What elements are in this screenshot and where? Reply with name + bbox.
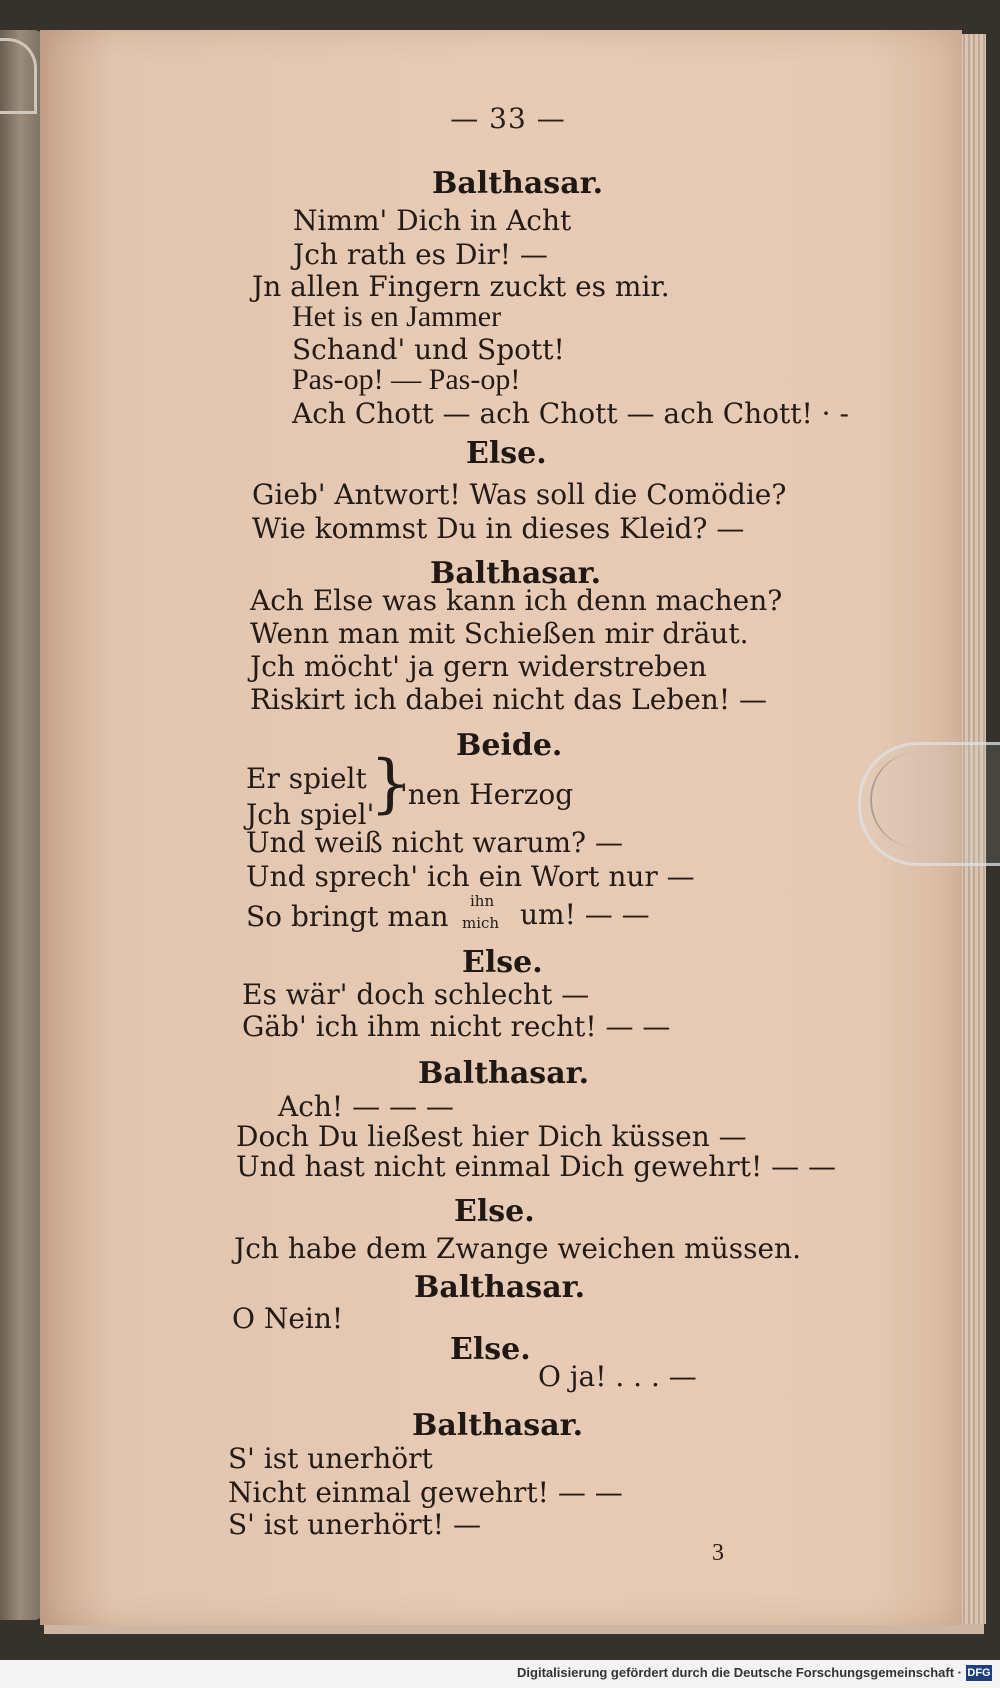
verse-line: Riskirt ich dabei nicht das Leben! — [250, 683, 767, 716]
verse-line: Gieb' Antwort! Was soll die Comödie? [252, 478, 787, 511]
verse-line: Ach! — — — [278, 1090, 454, 1123]
verse-line: O ja! . . . — [538, 1360, 697, 1393]
verse-line: S' ist unerhört [228, 1442, 433, 1475]
clip-inner-edge [870, 752, 1000, 848]
page-number: — 33 — [450, 102, 566, 135]
verse-line: Pas-op! — Pas-op! [292, 363, 521, 396]
speaker-name: Beide. [456, 728, 563, 763]
verse-line: S' ist unerhört! — [228, 1508, 481, 1541]
speaker-name: Else. [462, 945, 543, 980]
verse-line: Jch spiel' [246, 798, 375, 831]
speaker-name: Balthasar. [430, 556, 602, 591]
verse-line: Gäb' ich ihm nicht recht! — — [242, 1010, 671, 1043]
curly-brace: } [370, 747, 411, 821]
verse-line: 'nen Herzog [400, 778, 574, 811]
funding-credit: Digitalisierung gefördert durch die Deutsche Forschungsgemeinschaft · [517, 1665, 962, 1680]
signature-mark: 3 [712, 1540, 724, 1566]
speaker-name: Else. [450, 1332, 531, 1367]
verse-line: um! — — [520, 898, 650, 931]
verse-line: Ach Chott — ach Chott — ach Chott! · - [292, 397, 849, 430]
verse-line: Und sprech' ich ein Wort nur — [246, 860, 695, 893]
speaker-name: Balthasar. [412, 1408, 584, 1443]
superscript-text: ihn [470, 892, 495, 910]
dfg-logo: DFG [967, 1667, 991, 1679]
subscript-text: mich [462, 914, 500, 932]
speaker-name: Balthasar. [414, 1270, 586, 1305]
verse-line: Wenn man mit Schießen mir dräut. [250, 617, 749, 650]
verse-line: Jch rath es Dir! — [293, 238, 548, 271]
verse-line: Nicht einmal gewehrt! — — [228, 1476, 623, 1509]
speaker-name: Balthasar. [432, 166, 604, 201]
verse-line: Het is en Jammer [292, 300, 502, 333]
verse-line: Wie kommst Du in dieses Kleid? — [252, 512, 745, 545]
speaker-name: Else. [454, 1194, 535, 1229]
verse-line: Jn allen Fingern zuckt es mir. [252, 270, 670, 303]
book-cover-left [0, 30, 44, 1620]
page-bottom-edge [44, 1624, 984, 1634]
footer-bar [0, 1660, 1000, 1688]
verse-line: Jch möcht' ja gern widerstreben [250, 650, 707, 683]
verse-line: Jch habe dem Zwange weichen müssen. [234, 1232, 801, 1265]
verse-line: Es wär' doch schlecht — [242, 978, 590, 1011]
speaker-name: Else. [466, 436, 547, 471]
verse-line: Schand' und Spott! [292, 333, 565, 366]
verse-line: Und weiß nicht warum? — [246, 826, 623, 859]
verse-line: Er spielt [246, 762, 367, 795]
verse-line: Ach Else was kann ich denn machen? [250, 584, 783, 617]
verse-line: Und hast nicht einmal Dich gewehrt! — — [236, 1150, 836, 1183]
verse-line: So bringt man [246, 900, 449, 933]
verse-line: O Nein! [232, 1302, 344, 1335]
verse-line: Doch Du ließest hier Dich küssen — [236, 1120, 747, 1153]
verse-line: Nimm' Dich in Acht [293, 204, 572, 237]
speaker-name: Balthasar. [418, 1056, 590, 1091]
